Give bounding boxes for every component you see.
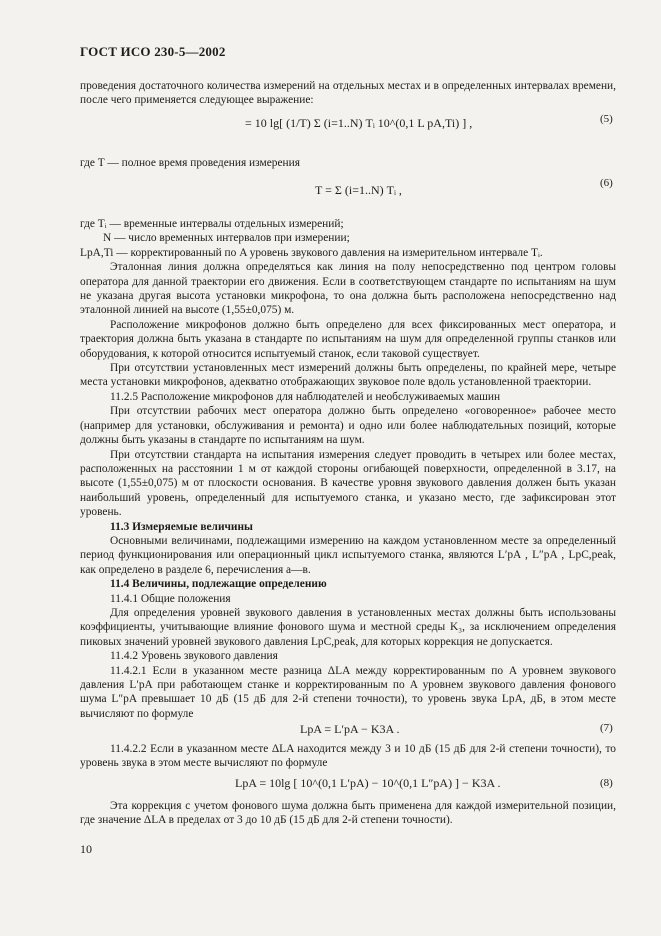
paragraph: 11.4.2.1 Если в указанном месте разница ΔLA между корректированным по A уровнем звукового давления L′pA при работающем станке и корректированным по A уровнем звукового давления фонового шума L″pA превышает 10 дБ (15 дБ для 2-й степени точности), то уровень звука LpA, дБ, в этом месте вычисляют по формуле [80,664,616,720]
equation-text: = 10 lg[ (1/T) Σ (i=1..N) Tᵢ 10^(0,1 L pA,Ti) ] , [245,116,473,130]
paragraph: Для определения уровней звукового давления в установленных местах должны быть использованы коэффициенты, учитывающие влияние фонового шума и местной среды K₃, за исключением определения пиковых значений уровней звукового давления LpC,peak, для которых коррекция не допускается. [80,606,616,648]
main-text-block [80,217,616,721]
text-block-3 [80,799,616,828]
section-heading: 11.4.2 Уровень звукового давления [110,650,278,663]
paragraph: При отсутствии стандарта на испытания измерения следует проводить в четырех или более местах, расположенных на расстоянии 1 м от каждой стороны огибающей поверхности, определенной в 3.17, на высоте (1,55±0,075) м от плоскости основания. В качестве уровня звукового давления должен быть указан наибольший уровень, определенный для испытуемого станка, и указано место, где зафиксирован этот уровень. [80,448,616,519]
section-heading: 11.4.1 Общие положения [110,592,231,605]
paragraph: При отсутствии установленных мест измерений должны быть определены, по крайней мере, четыре места установки микрофонов, адекватно отображающих звуковое поле вдоль установленной траектории. [80,362,616,389]
paragraph: Расположение микрофонов должно быть определено для всех фиксированных мест оператора, и траектория должна быть указана в стандарте по испытаниям на шум для определенной группы станков или оборудования, к которой относится испытуемый станок, если таковой существует. [80,318,616,360]
section-heading: 11.3 Измеряемые величины [110,520,253,533]
equation-5 [245,116,472,131]
equation-number-5: (5) [600,113,613,125]
paragraph: Основными величинами, подлежащими измерению на каждом установленном месте за определенный период функционирования или операционный цикл испытуемого станка, являются L′pA , L″pA , LpC,peak, как определено в разделе 6, перечисления а—в. [80,534,616,576]
equation-8: LpA = 10lg [ 10^(0,1 L′pA) − 10^(0,1 L″pA) ] − K3A . [235,776,501,790]
definition-item: LpA,Ti — корректированный по A уровень звукового давления на измерительном интервале Tᵢ. [80,246,543,259]
equation-number-7: (7) [600,722,613,734]
definition-item: N — число временных интервалов при измерении; [103,232,350,245]
paragraph: Эталонная линия должна определяться как линия на полу непосредственно под центром головы оператора для данной траектории его движения. Если в соответствующем стандарте по испытаниям на шум не указана другая высота установки микрофона, то она должна быть расположена непосредственно над эталонной линией на высоте (1,55±0,075) м. [80,261,616,317]
equation-6: T = Σ (i=1..N) Tᵢ , [315,183,402,197]
text-block-2 [80,742,616,771]
section-heading: 11.4 Величины, подлежащие определению [110,578,327,591]
document-header: ГОСТ ИСО 230-5—2002 [80,44,226,59]
equation-7: LpA = L′pA − K3A . [300,722,400,736]
paragraph: где T — полное время проведения измерения [80,157,300,169]
paragraph: Эта коррекция с учетом фонового шума должна быть применена для каждой измерительной позиции, где значение ΔLA в пределах от 3 до 10 дБ (15 дБ для 2-й степени точности). [80,800,616,827]
section-heading: 11.2.5 Расположение микрофонов для наблюдателей и необслуживаемых машин [110,390,501,403]
definition-item: где Tᵢ — временные интервалы отдельных измерений; [80,218,344,230]
paragraph: проведения достаточного количества измерений на отдельных местах и в определенных интервалах времени, после чего применяется следующее выражение: [80,80,616,107]
definition-block-1 [80,156,616,170]
paragraph: 11.4.2.2 Если в указанном месте ΔLA находится между 3 и 10 дБ (15 дБ для 2-й степени точности), то уровень звука в этом месте вычисляют по формуле [80,743,616,770]
equation-number-8: (8) [600,777,613,789]
page-number: 10 [80,842,92,856]
paragraph: При отсутствии рабочих мест оператора должно быть определено «оговоренное» рабочее место (например для установки, обслуживания и ремонта) и одно или более наблюдательных позиций, которые должны быть указаны в стандарте по испытаниям на шум. [80,405,616,447]
intro-block [80,79,616,108]
equation-number-6: (6) [600,177,613,189]
